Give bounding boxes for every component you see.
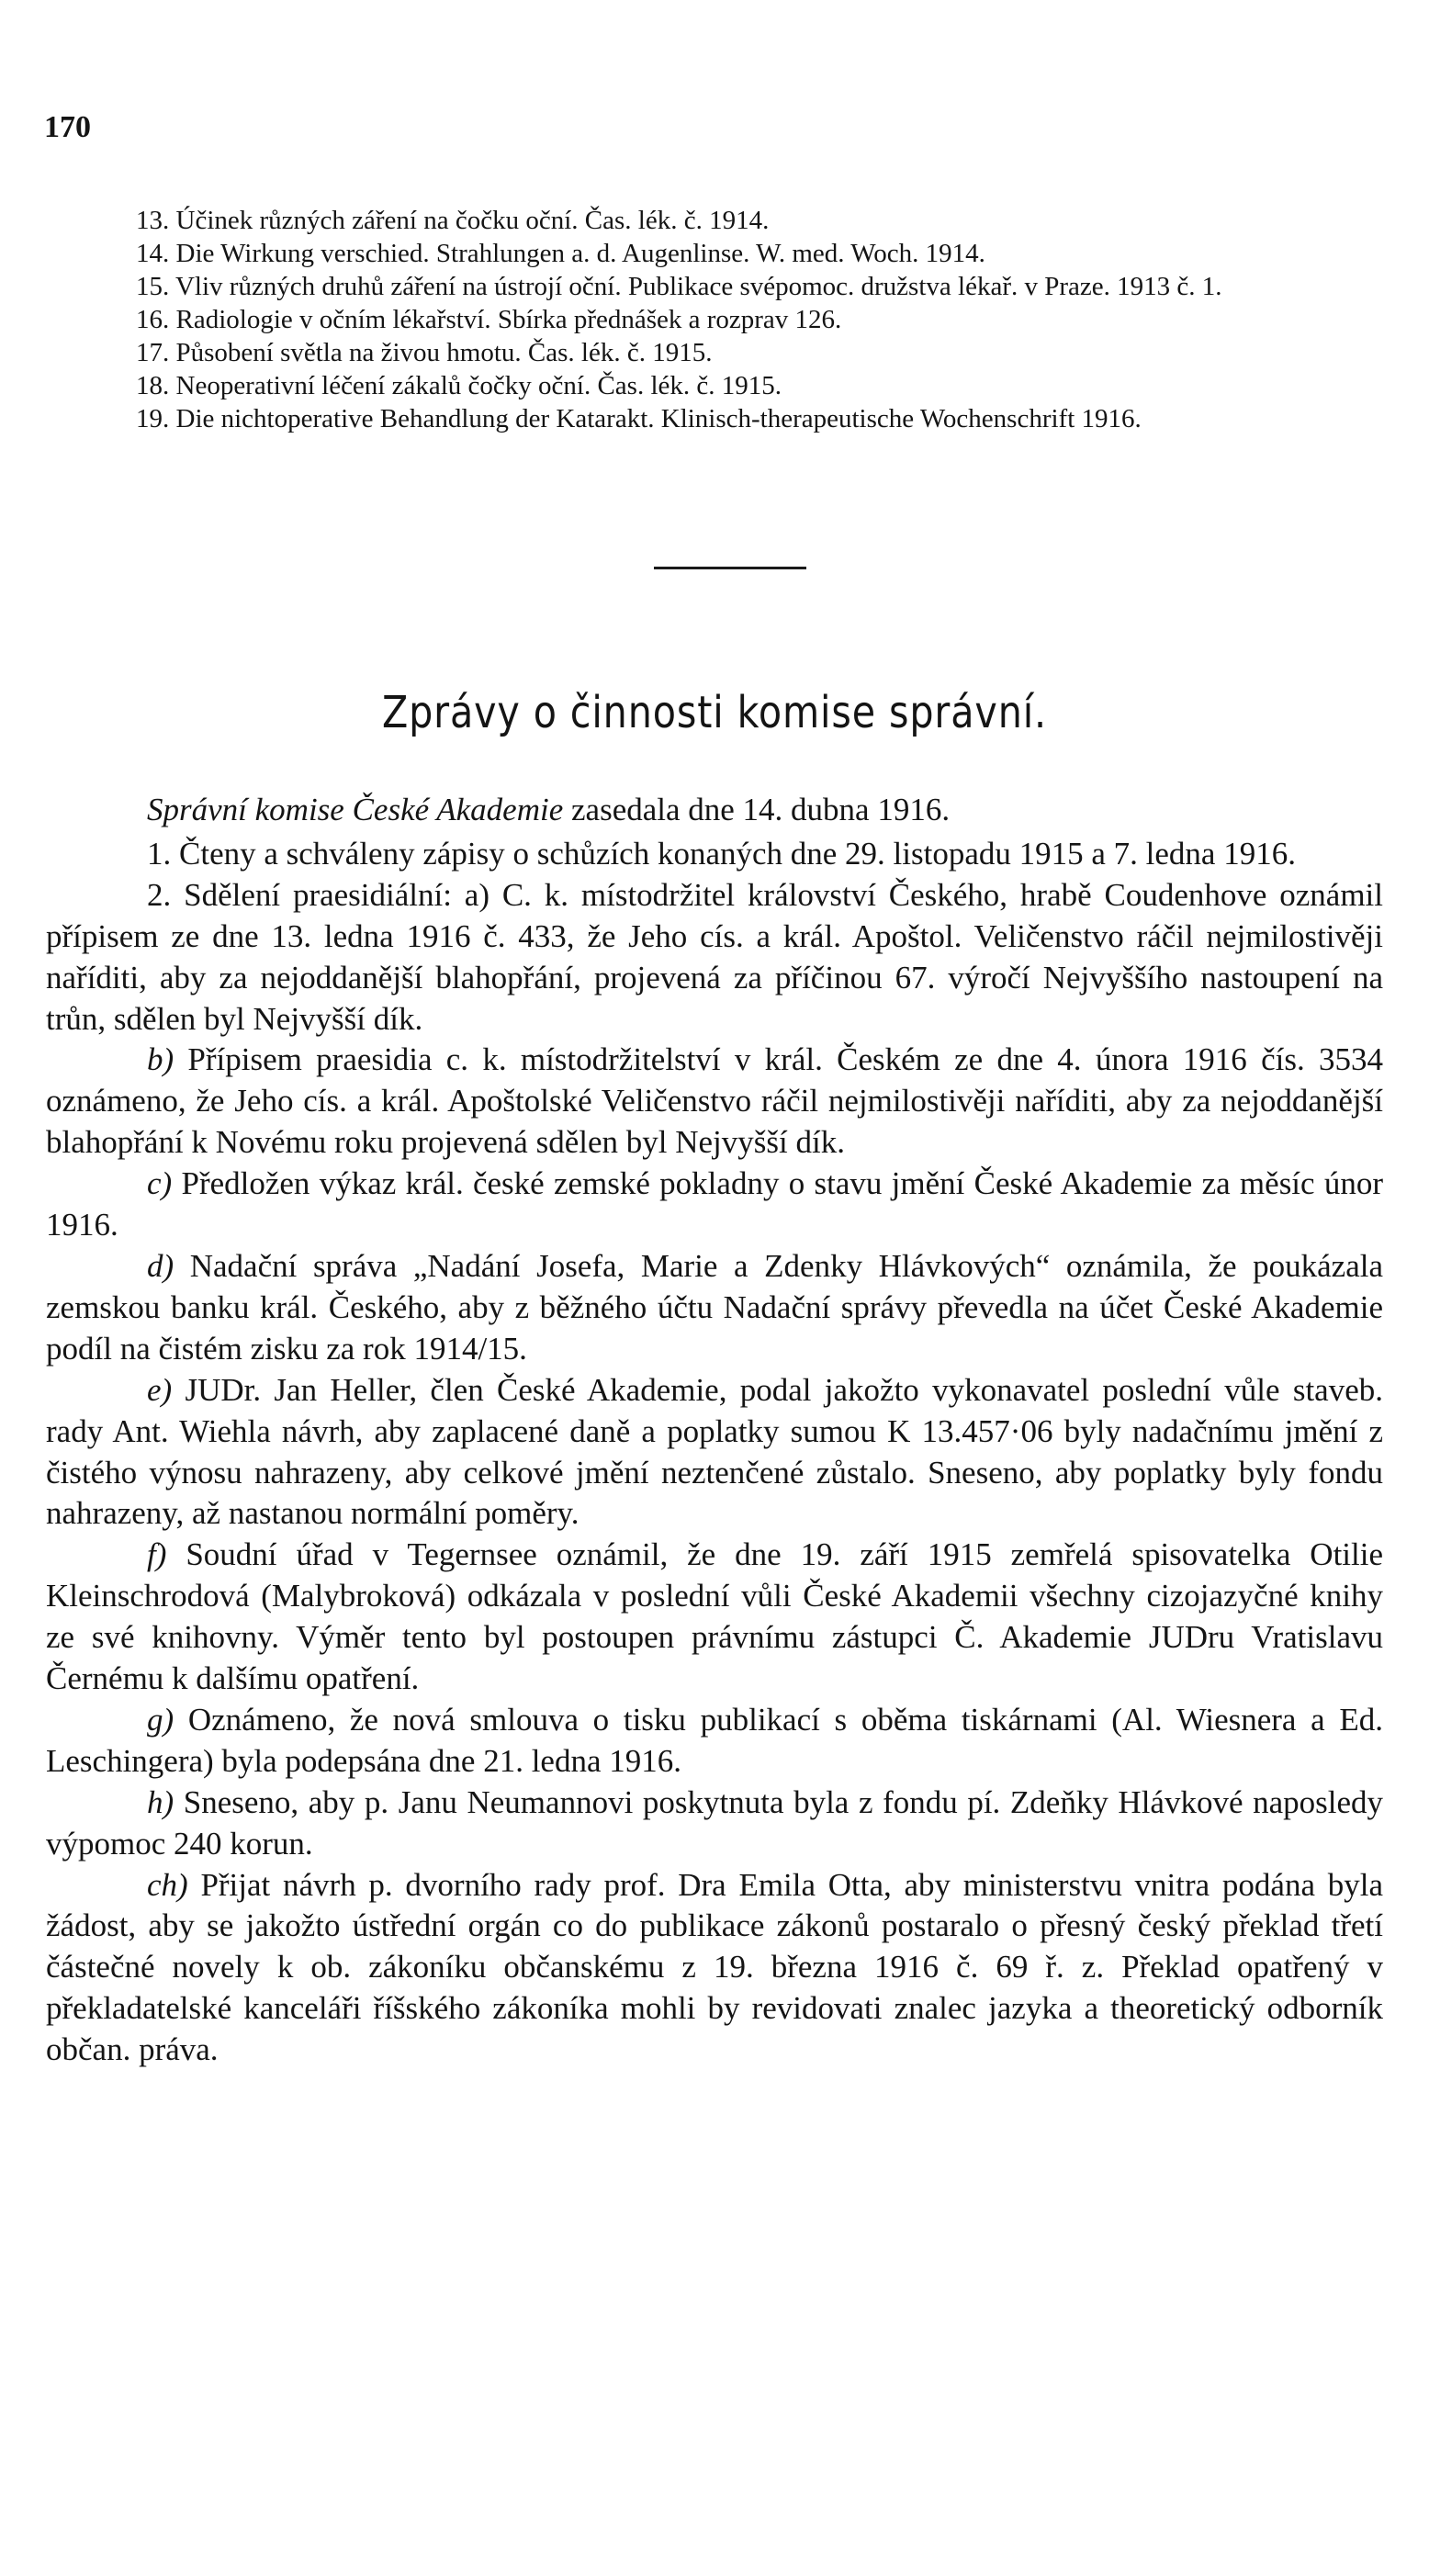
item-text: Přípisem praesidia c. k. místodržitelství v král. Českém ze dne 4. února 1916 čís. 3534 oznámeno, že Jeho cís. a král. Apoštolské Veličenstvo ráčil nejmilostivěji naříditi, aby za nejoddanější blahopřání k Novému roku projevená sdělen byl Nejvyšší dík. [46,1041,1383,1161]
section-divider [654,567,806,569]
item-text: JUDr. Jan Heller, člen České Akademie, podal jakožto vykonavatel poslední vůle staveb. rady Ant. Wiehla návrh, aby zaplacené daně a poplatky sumou K 13.457·06 byly nadačnímu jmění z čistého výnosu nahrazeny, aby celkové jmění neztenčené zůstalo. Sneseno, aby poplatky byly fondu nahrazeny, až nastanou normální poměry. [46,1371,1383,1532]
item-text: Přijat návrh p. dvorního rady prof. Dra Emila Otta, aby ministerstvu vnitra podána byla žádost, aby se jakožto ústřední orgán co do publikace zákonů postaralo o přesný český překlad třetí částečné novely k ob. zákoníku občanskému z 19. března 1916 č. 69 ř. z. Překlad opatřený v překladatelské kanceláři říšského zákoníka mohli by revidovati znalec jazyka a theoretický odborník občan. práva. [46,1866,1383,2068]
reference-item: 16. Radiologie v očním lékařství. Sbírka přednášek a rozprav 126. [136,305,842,334]
item-marker: c) [147,1165,173,1202]
reference-list [46,204,1374,435]
item-marker: e) [147,1371,173,1408]
minutes-item [46,1865,1383,2072]
item-marker: ch) [147,1866,188,1903]
minutes-item [46,1535,1383,1700]
minutes-item [46,1783,1383,1865]
item-text: 1. Čteny a schváleny zápisy o schůzích konaných dne 29. listopadu 1915 a 7. ledna 1916. [147,835,1296,872]
item-text: Nadační správa „Nadání Josefa, Marie a Zdenky Hlávkových“ oznámila, že poukázala zemskou banku král. Českého, aby z běžného účtu Nadační správy převedla na účet České Akademie podíl na čistém zisku za rok 1914/15. [46,1247,1383,1367]
item-marker: b) [147,1041,174,1078]
section-title: Zprávy o činnosti komise správní. [381,687,1048,738]
minutes-item [46,1164,1383,1246]
minutes-item [46,1700,1383,1783]
minutes-item [46,875,1383,1041]
reference-item: 15. Vliv různých druhů záření na ústrojí oční. Publikace svépomoc. družstva lékař. v Praze. 1913 č. 1. [136,272,1222,301]
minutes-item [46,834,1383,875]
reference-item: 19. Die nichtoperative Behandlung der Katarakt. Klinisch-therapeutische Wochenschrift 1916. [136,404,1142,433]
minutes-item [46,1040,1383,1164]
item-marker: f) [147,1536,167,1573]
item-text: Sneseno, aby p. Janu Neumannovi poskytnuta byla z fondu pí. Zdeňky Hlávkové naposledy výpomoc 240 korun. [46,1783,1383,1862]
minutes-item [46,1370,1383,1535]
item-marker: d) [147,1247,174,1284]
item-marker: g) [147,1701,174,1738]
item-marker: h) [147,1783,174,1820]
meeting-date-text: zasedala dne 14. dubna 1916. [563,792,951,827]
meeting-intro [46,790,1383,831]
reference-item: 18. Neoperativní léčení zákalů čočky oční. Čas. lék. č. 1915. [136,371,782,400]
item-text: Předložen výkaz král. české zemské pokladny o stavu jmění České Akademie za měsíc únor 1916. [46,1165,1383,1243]
reference-item: 17. Působení světla na živou hmotu. Čas. lék. č. 1915. [136,338,713,367]
item-text: 2. Sdělení praesidiální: a) C. k. místodržitel království Českého, hrabě Coudenhove oznámil přípisem ze dne 13. ledna 1916 č. 433, že Jeho cís. a král. Apoštol. Veličenstvo ráčil nejmilostivěji naříditi, aby za nejoddanější blahopřání, projevená za příčinou 67. výročí Nejvyššího nastoupení na trůn, sdělen byl Nejvyšší dík. [46,876,1383,1037]
reference-item: 13. Účinek různých záření na čočku oční. Čas. lék. č. 1914. [136,206,770,235]
item-text: Soudní úřad v Tegernsee oznámil, že dne 19. září 1915 zemřelá spisovatelka Otilie Kleinschrodová (Malybroková) odkázala v poslední vůli České Akademii všechny cizojazyčné knihy ze své knihovny. Výměr tento byl postoupen právnímu zástupci Č. Akademie JUDru Vratislavu Černému k dalšímu opatření. [46,1536,1383,1697]
minutes-item [46,1246,1383,1370]
reference-item: 14. Die Wirkung verschied. Strahlungen a. d. Augenlinse. W. med. Woch. 1914. [136,239,985,268]
committee-name: Správní komise České Akademie [147,792,564,827]
minutes-body [46,790,1383,2071]
item-text: Oznámeno, že nová smlouva o tisku publikací s oběma tiskárnami (Al. Wiesnera a Ed. Leschingera) byla podepsána dne 21. ledna 1916. [46,1701,1383,1779]
page-number: 170 [44,110,91,144]
